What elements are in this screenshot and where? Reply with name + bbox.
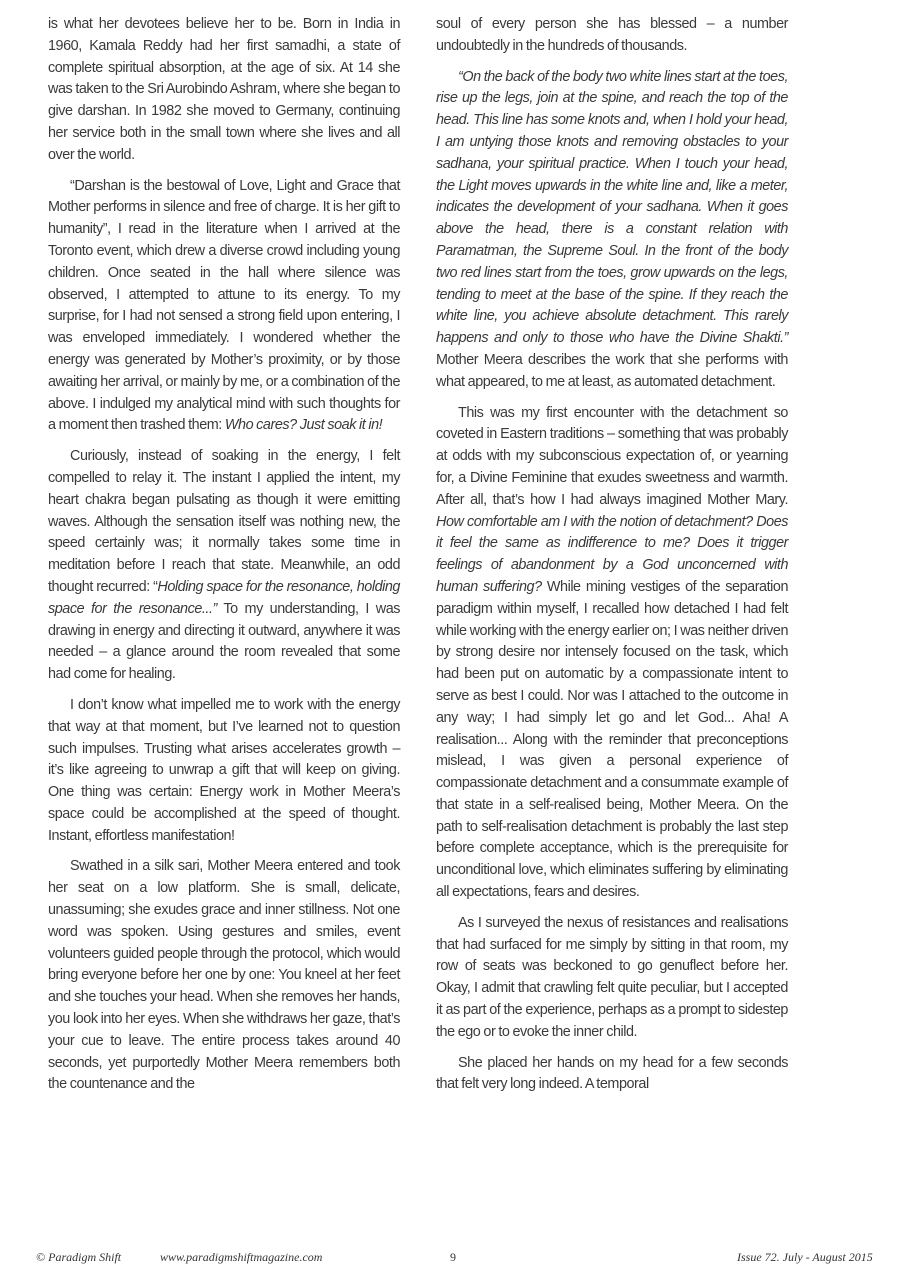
text: This was my first encounter with the detachment so coveted in Eastern traditions – something that was probably at odds with my subconscious expectation of, or yearning for, a Divine Feminine that exudes sweetness and warmth. After all, that’s how I had always imagined Mother Mary.: [436, 404, 788, 508]
paragraph: [48, 14, 400, 167]
paragraph: [48, 695, 400, 848]
footer-issue: Issue 72. July - August 2015: [737, 1250, 873, 1264]
paragraph: [48, 856, 400, 1096]
text: Mother Meera describes the work that she performs with what appeared, to me at least, as automated detachment.: [436, 351, 788, 390]
footer-copyright: © Paradigm Shift: [36, 1250, 122, 1264]
paragraph: [48, 176, 400, 438]
paragraph: [436, 67, 788, 394]
footer-website[interactable]: www.paradigmshiftmagazine.com: [160, 1250, 323, 1264]
text: soul of every person she has blessed – a number undoubtedly in the hundreds of thousands.: [436, 16, 788, 54]
text: She placed her hands on my head for a few seconds that felt very long indeed. A temporal: [436, 1054, 788, 1093]
text: While mining vestiges of the separation paradigm within myself, I recalled how detached I had felt while working with the energy earlier on; I was neither driven by strong desire nor intensely focused on the task, which had been put on automatic by a compassionate intent to serve as best I could. Nor was I attached to the outcome in any way; I had simply let go and let God... Aha! A realisation... Along with the reminder that preconceptions mislead, I was given a personal experience of compassionate detachment and a consummate example of that state in a self-realised being, Mother Meera. On the path to self-realisation detachment is probably the last step before complete acceptance, which is the prerequisite for unconditional love, which eliminates suffering by eliminating all expectations, fears and desires.: [436, 578, 789, 901]
text: To my understanding, I was drawing in energy and directing it outward, anywhere it was needed – a glance around the room revealed that some had come for healing.: [48, 600, 400, 683]
page-footer: [0, 1250, 905, 1270]
text: “Darshan is the bestowal of Love, Light and Grace that Mother performs in silence and free of charge. It is her gift to humanity”, I read in the literature when I arrived at the Toronto event, which drew a diverse crowd including young children. Once seated in the hall where silence was observed, I attempted to attune to its energy. To my surprise, for I had not sensed a strong field upon entering, I was enveloped immediately. I wondered whether the energy was generated by Mother’s proximity, or by those awaiting her arrival, or mainly by me, or a combination of the above. I indulged my analytical mind with such thoughts for a moment then trashed them:: [48, 177, 400, 434]
text: Curiously, instead of soaking in the energy, I felt compelled to relay it. The instant I applied the intent, my heart chakra began pulsating as though it were emitting waves. Although the sensation itself was nothing new, the speed certainly was; it normally takes some time in meditation before I reach that state. Meanwhile, an odd thought recurred: “: [48, 448, 400, 595]
paragraph: [436, 14, 788, 58]
page-number: 9: [450, 1250, 456, 1264]
paragraph: [48, 446, 400, 686]
text: As I surveyed the nexus of resistances and realisations that had surfaced for me simply by sitting in that room, my row of seats was beckoned to go genuflect before her. Okay, I admit that crawling felt quite peculiar, but I accepted it as part of the experience, perhaps as a prompt to sidestep the ego or to evoke the inner child.: [436, 914, 788, 1040]
italic-text: How comfortable am I with the notion of detachment? Does it feel the same as indifference to me? Does it trigger feelings of abandonment by a God unconcerned with human suffering?: [436, 513, 788, 595]
left-column: [48, 14, 400, 1105]
italic-text: “On the back of the body two white lines start at the toes, rise up the legs, join at the spine, and reach the top of the head. This line has some knots and, when I hold your head, I am untying those knots and removing obstacles to your sadhana, your spiritual practice. When I touch your head, the Light moves upwards in the white line and, like a meter, indicates the development of your sadhana. When it goes above the head, there is a constant relation with Paramatman, the Supreme Soul. In the front of the body two red lines start from the toes, grow upwards on the legs, tending to meet at the base of the spine. If they reach the white line, you achieve absolute detachment. This rarely happens and only to those who have the Divine Shakti.”: [436, 68, 788, 347]
italic-text: Who cares? Just soak it in!: [224, 417, 383, 434]
paragraph: [436, 403, 788, 904]
right-column: [436, 14, 788, 1105]
text: is what her devotees believe her to be. Born in India in 1960, Kamala Reddy had her first samadhi, a state of complete spiritual absorption, at the age of six. At 14 she was taken to the Sri Aurobindo Ashram, where she began to give darshan. In 1982 she moved to Germany, continuing her service both in the small town where she lives and all over the world.: [48, 16, 400, 163]
text: I don’t know what impelled me to work with the energy that way at that moment, but I’ve learned not to question such impulses. Trusting what arises accelerates growth – it’s like agreeing to unwrap a gift that will keep on giving. One thing was certain: Energy work in Mother Meera’s space could be accomplished at the speed of thought. Instant, effortless manifestation!: [48, 696, 400, 844]
paragraph: [436, 1053, 788, 1097]
italic-text: Holding space for the resonance, holding space for the resonance...”: [48, 578, 400, 617]
text: Swathed in a silk sari, Mother Meera entered and took her seat on a low platform. She is small, delicate, unassuming; she exudes grace and inner stillness. Not one word was spoken. Using gestures and smiles, event volunteers guided people through the protocol, which would bring everyone before her one by one: You kneel at her feet and she touches your head. When she removes her hands, you look into her eyes. When she withdraws her gaze, that’s your cue to leave. The entire process takes around 40 seconds, yet purportedly Mother Meera remembers both the countenance and the: [48, 858, 400, 1093]
paragraph: [436, 913, 788, 1044]
